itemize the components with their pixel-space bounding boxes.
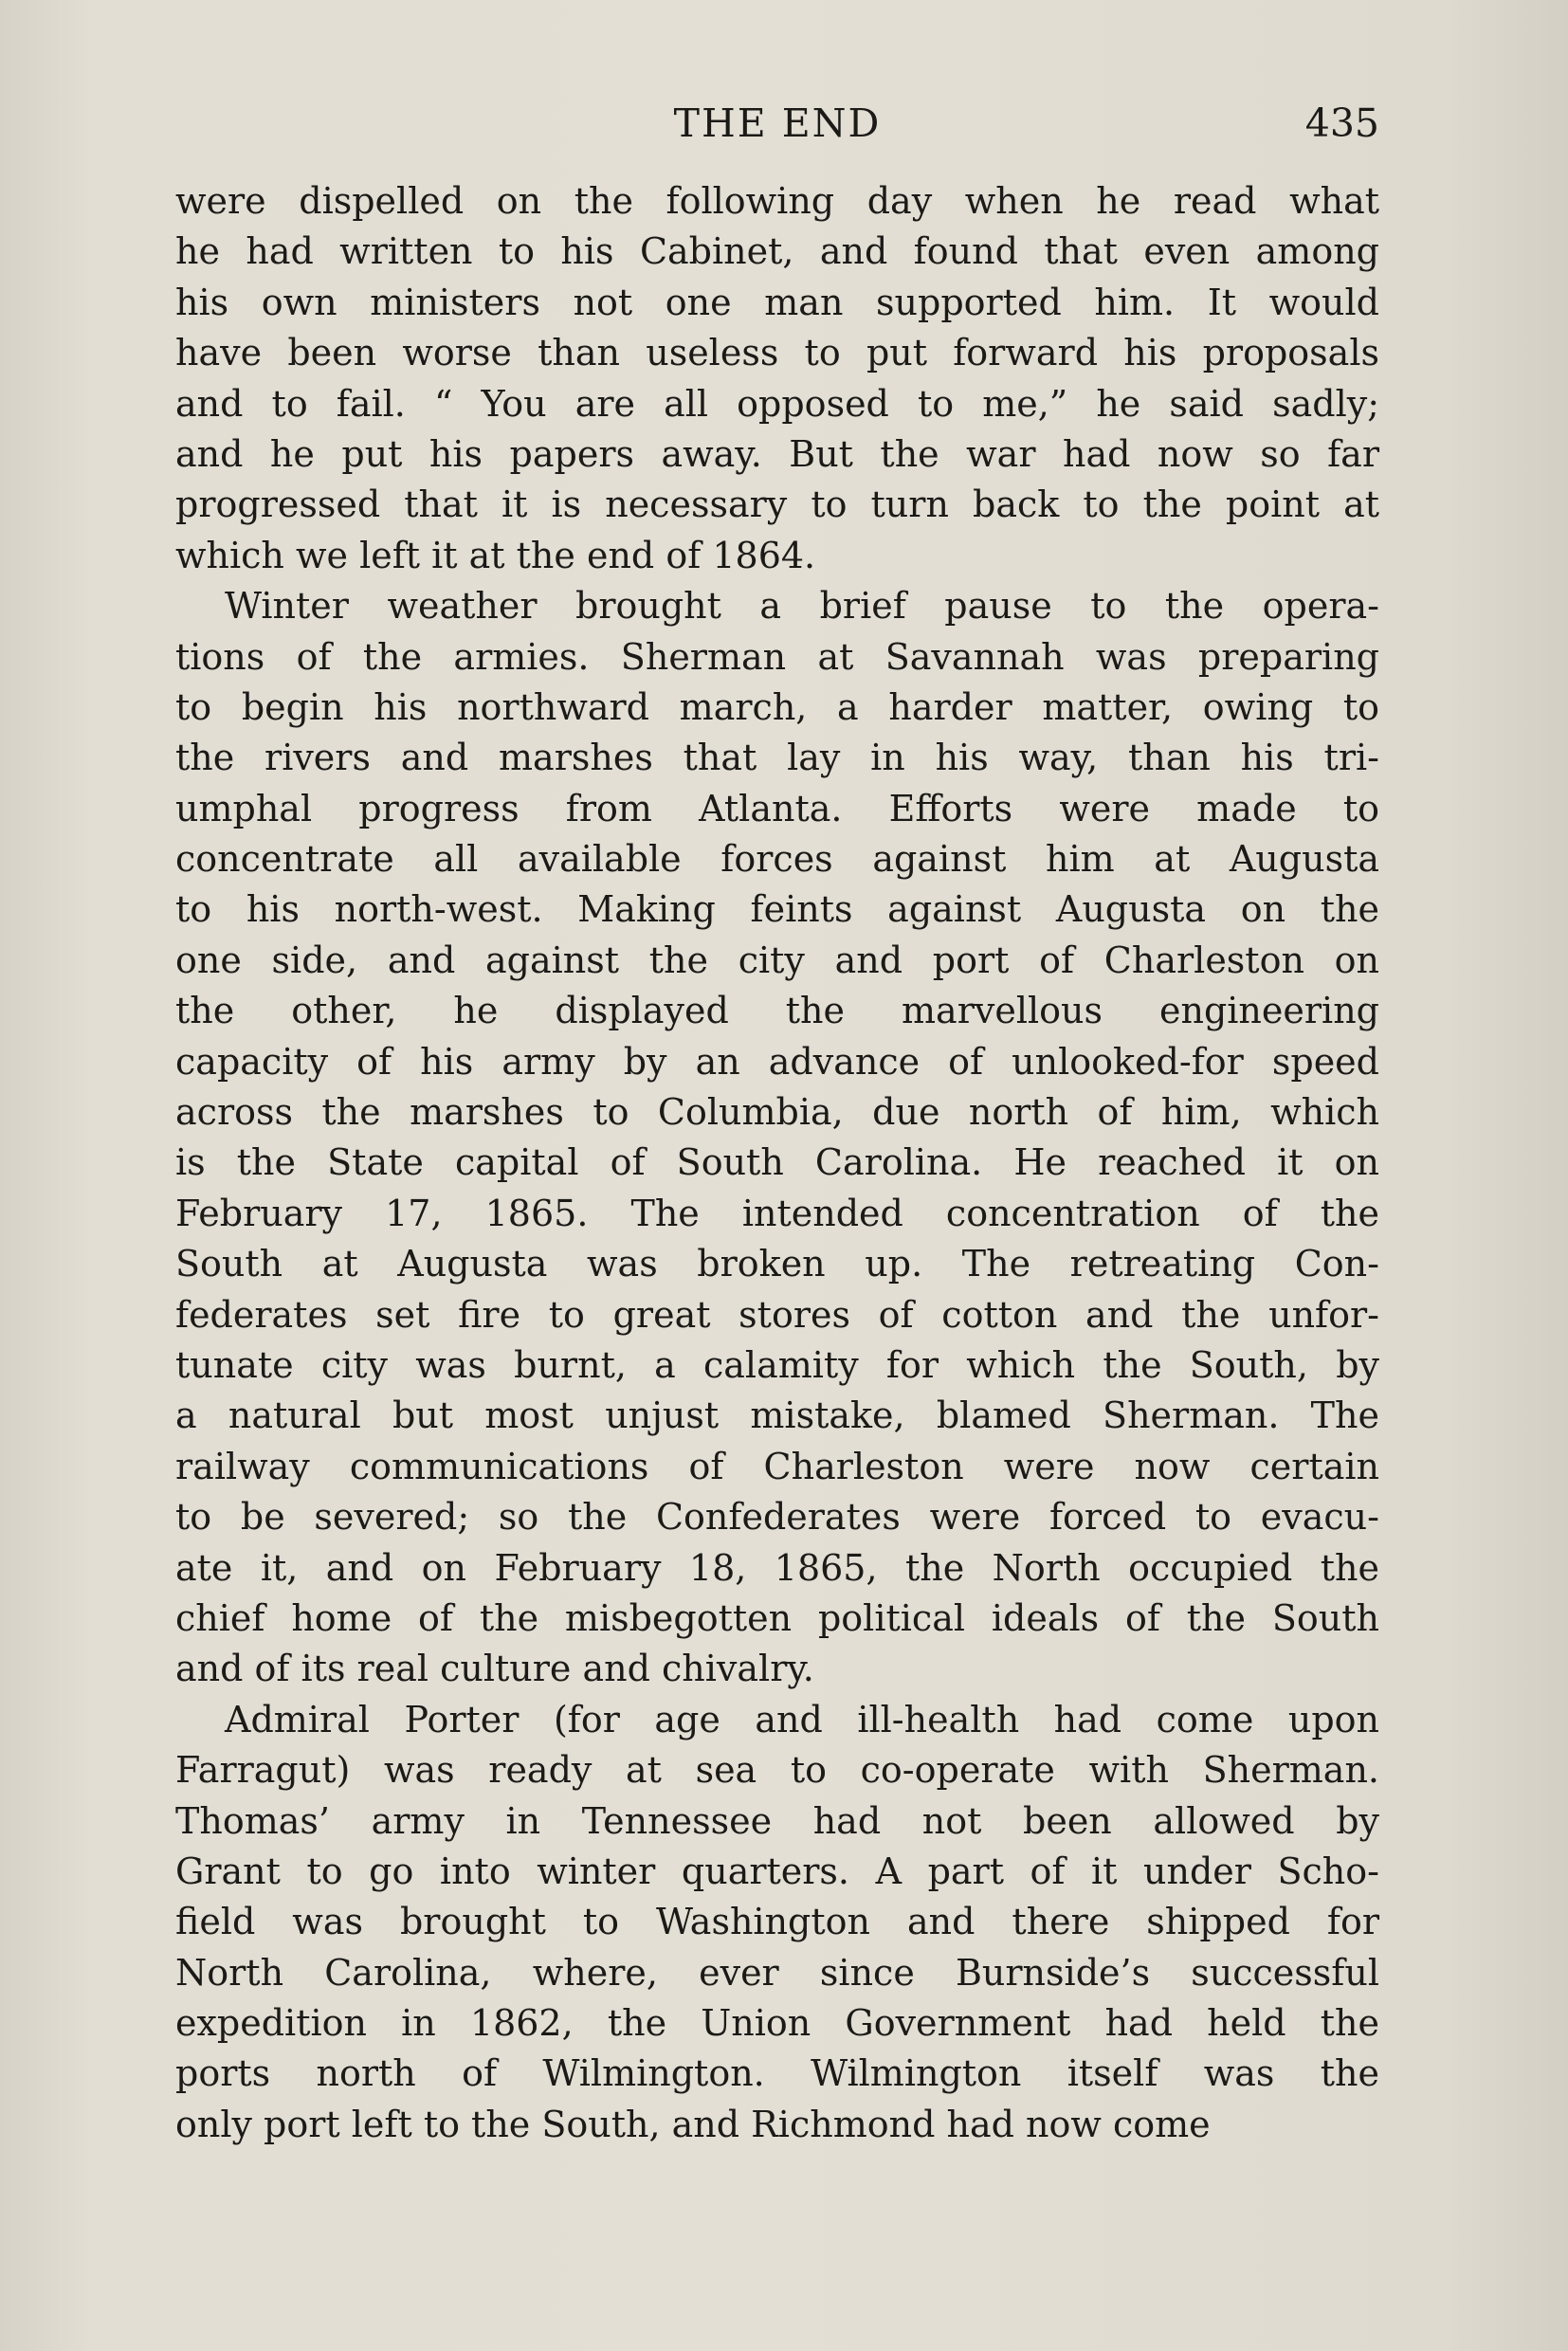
text-line: to his north-west. Making feints against Augusta on the <box>175 888 1379 931</box>
text-line: ate it, and on February 18, 1865, the North occupied the <box>175 1546 1379 1589</box>
text-line: progressed that it is necessary to turn back to the point at <box>175 483 1379 526</box>
text-line: is the State capital of South Carolina. He reached it on <box>175 1141 1379 1184</box>
body-text <box>175 176 1379 2150</box>
text-line: railway communications of Charleston were now certain <box>175 1445 1379 1487</box>
paragraph <box>175 1695 1379 2151</box>
paragraph <box>175 581 1379 1695</box>
text-line: expedition in 1862, the Union Government had held the <box>175 2002 1379 2045</box>
text-line: Farragut) was ready at sea to co-operate with Sherman. <box>175 1749 1379 1792</box>
text-line: Thomas’ army in Tennessee had not been allowed by <box>175 1799 1379 1842</box>
text-line: umphal progress from Atlanta. Efforts were made to <box>175 787 1379 829</box>
text-line: capacity of his army by an advance of unlooked-for speed <box>175 1040 1379 1083</box>
text-line: to be severed; so the Confederates were forced to evacu- <box>175 1496 1379 1539</box>
paragraph <box>175 176 1379 581</box>
text-line: federates set fire to great stores of cotton and the unfor- <box>175 1293 1379 1336</box>
text-line: tions of the armies. Sherman at Savannah was preparing <box>175 635 1379 678</box>
text-line: Grant to go into winter quarters. A part of it under Scho- <box>175 1850 1379 1892</box>
text-line: to begin his northward march, a harder matter, owing to <box>175 685 1379 728</box>
text-line: his own ministers not one man supported him. It would <box>175 281 1379 323</box>
text-line: Winter weather brought a brief pause to the opera- <box>225 585 1379 628</box>
running-title: THE END <box>673 100 882 146</box>
text-line: the rivers and marshes that lay in his way, than his tri- <box>175 737 1379 779</box>
text-line: across the marshes to Columbia, due north of him, which <box>175 1091 1379 1134</box>
text-line: Admiral Porter (for age and ill-health had come upon <box>225 1698 1379 1740</box>
text-line: the other, he displayed the marvellous engineering <box>175 990 1379 1032</box>
text-line: ports north of Wilmington. Wilmington itself was the <box>175 2052 1379 2095</box>
running-head <box>175 95 1379 152</box>
text-line: and to fail. “ You are all opposed to me,” he said sadly; <box>175 382 1379 425</box>
text-line: North Carolina, where, ever since Burnside’s successful <box>175 1951 1379 1994</box>
text-line: which we left it at the end of 1864. <box>175 534 816 576</box>
text-line: one side, and against the city and port of Charleston on <box>175 939 1379 981</box>
text-line: chief home of the misbegotten political ideals of the South <box>175 1596 1379 1639</box>
text-line: and of its real culture and chivalry. <box>175 1648 814 1690</box>
text-line: and he put his papers away. But the war had now so far <box>175 432 1379 475</box>
text-line: a natural but most unjust mistake, blamed Sherman. The <box>175 1394 1379 1437</box>
text-line: South at Augusta was broken up. The retreating Con- <box>175 1243 1379 1285</box>
text-line: February 17, 1865. The intended concentration of the <box>175 1192 1379 1234</box>
text-line: have been worse than useless to put forward his proposals <box>175 332 1379 374</box>
text-line: were dispelled on the following day when he read what <box>175 180 1379 222</box>
text-line: concentrate all available forces against him at Augusta <box>175 838 1379 881</box>
text-line: he had written to his Cabinet, and found that even among <box>175 230 1379 273</box>
text-line: tunate city was burnt, a calamity for which the South, by <box>175 1343 1379 1386</box>
page-number: 435 <box>1304 100 1379 146</box>
text-line: field was brought to Washington and there shipped for <box>175 1901 1379 1943</box>
text-line: only port left to the South, and Richmond had now come <box>175 2103 1211 2145</box>
